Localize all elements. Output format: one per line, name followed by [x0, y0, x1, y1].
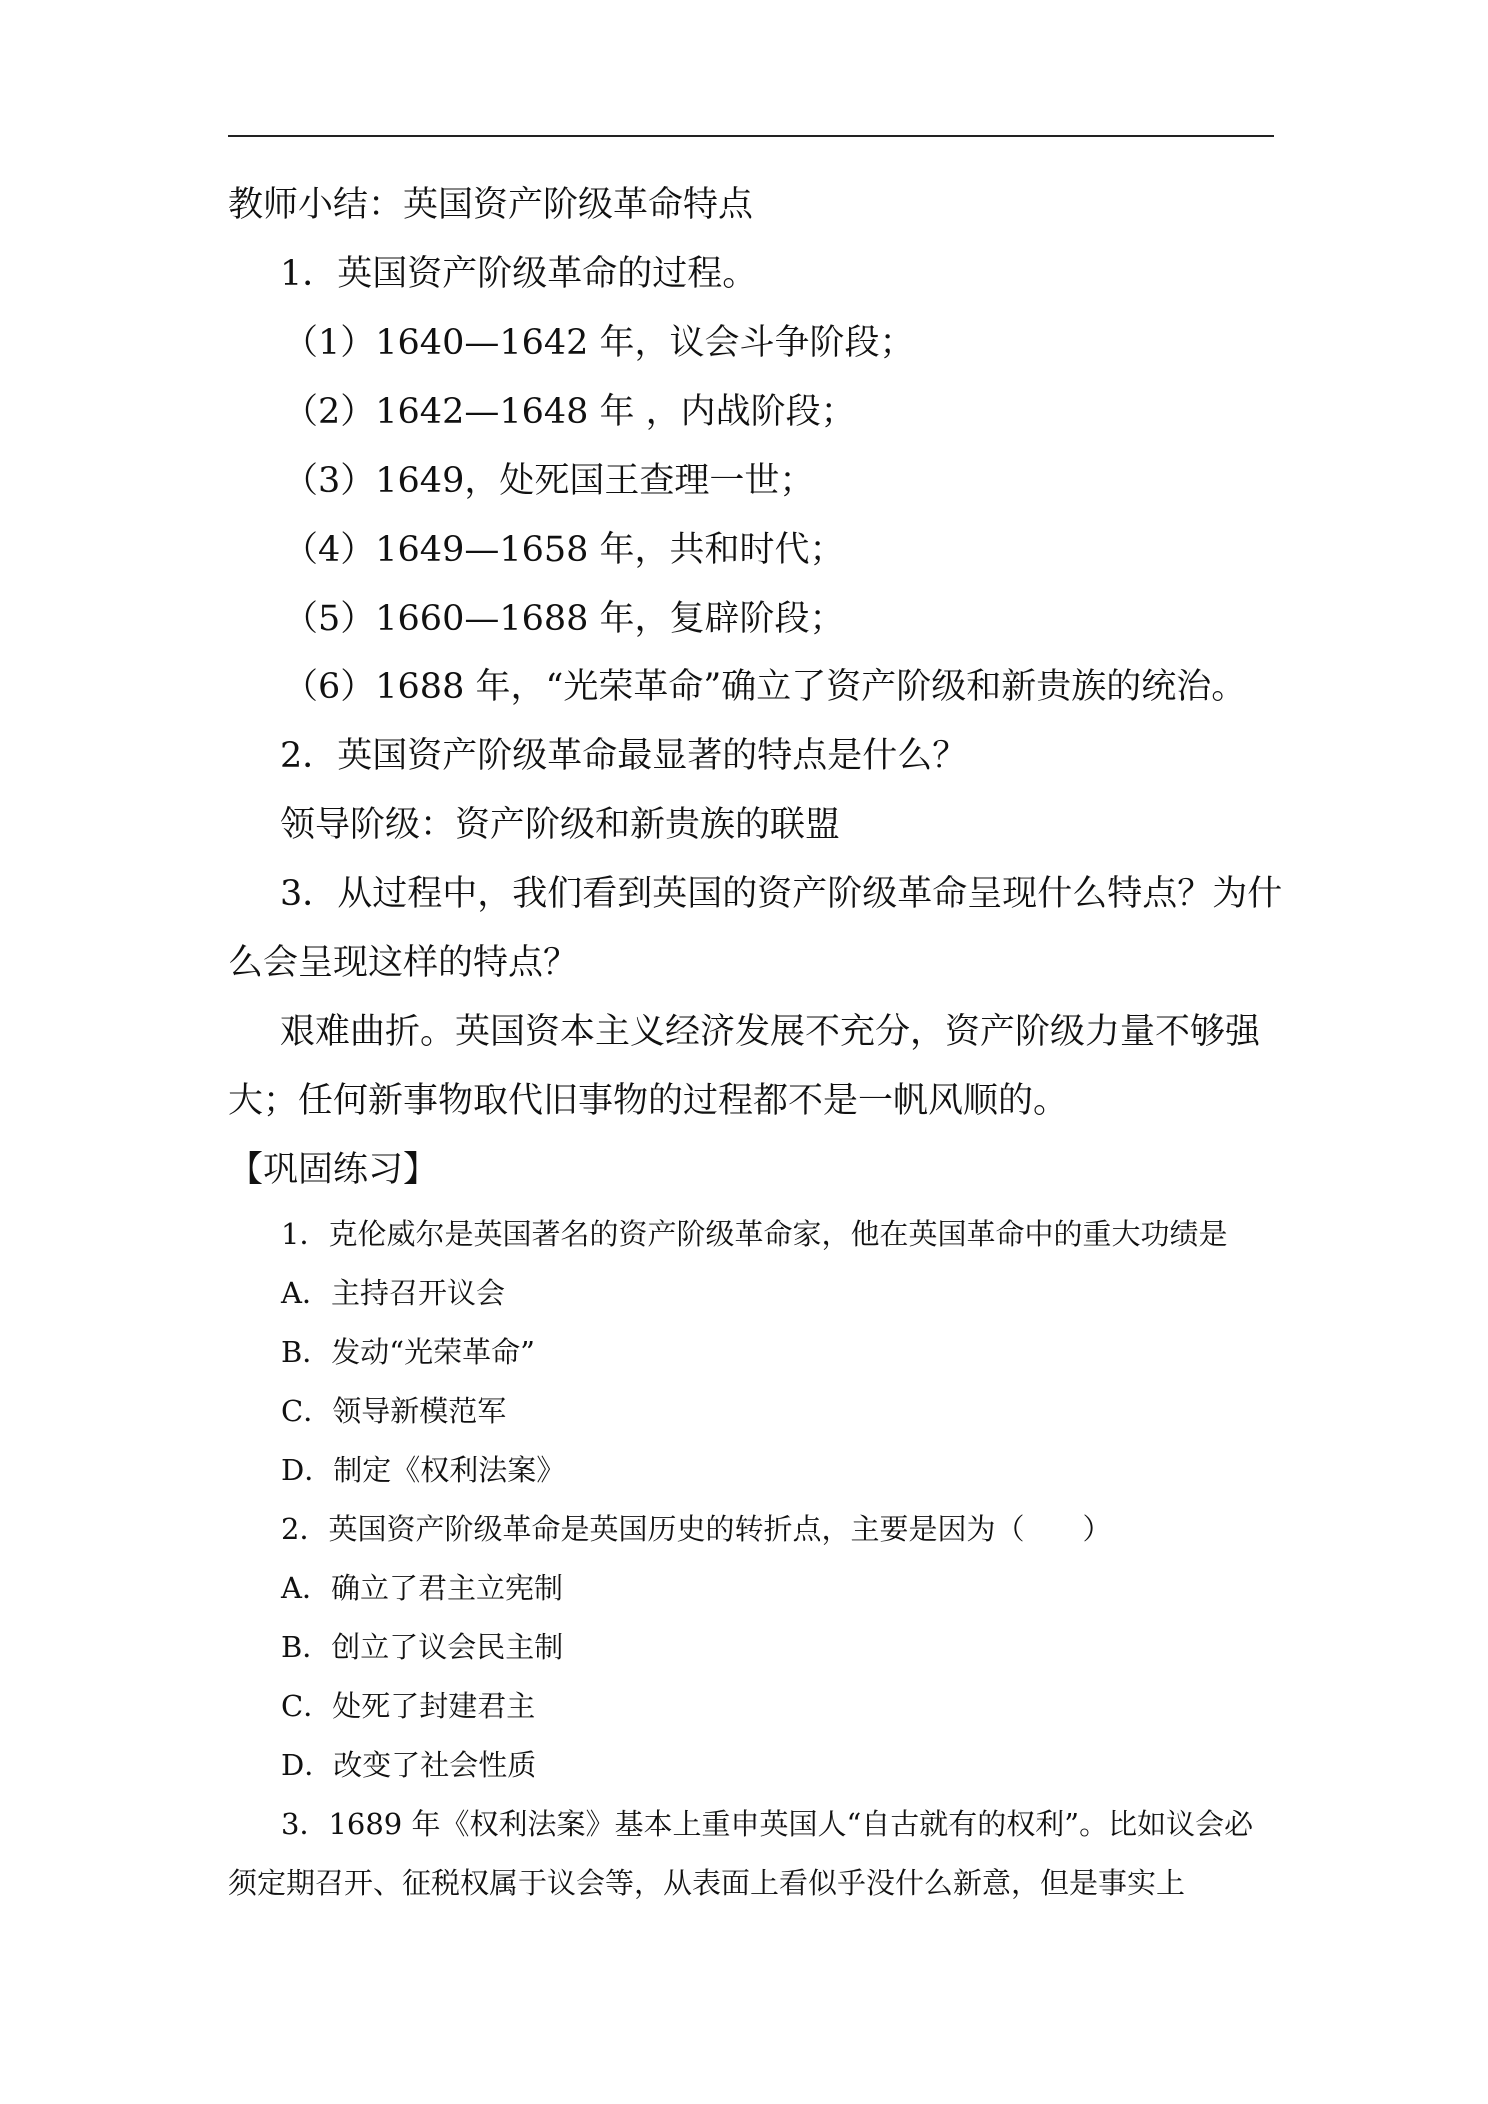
exercise-2-stem: 2．英国资产阶级革命是英国历史的转折点，主要是因为（ ） — [281, 1512, 1112, 1546]
exercise-1-option-c: C．领导新模范军 — [281, 1394, 507, 1428]
stage-1: （1）1640—1642 年，议会斗争阶段； — [283, 323, 915, 363]
stage-4: （4）1649—1658 年，共和时代； — [283, 530, 845, 570]
stage-6: （6）1688 年，“光荣革命”确立了资产阶级和新贵族的统治。 — [283, 667, 1247, 707]
exercise-1-option-a: A．主持召开议会 — [281, 1276, 505, 1310]
exercise-1-stem: 1．克伦威尔是英国著名的资产阶级革命家，他在英国革命中的重大功绩是 — [281, 1217, 1228, 1251]
exercise-1-option-d: D．制定《权利法案》 — [281, 1453, 566, 1487]
stage-2: （2）1642—1648 年 ，内战阶段； — [283, 392, 856, 432]
summary-answer-2: 领导阶级：资产阶级和新贵族的联盟 — [280, 805, 841, 845]
header-rule — [228, 135, 1274, 137]
exercise-2-option-a: A．确立了君主立宪制 — [281, 1571, 563, 1605]
stage-5: （5）1660—1688 年，复辟阶段； — [283, 599, 845, 639]
summary-title: 教师小结：英国资产阶级革命特点 — [228, 185, 754, 225]
summary-answer-3-line-2: 大；任何新事物取代旧事物的过程都不是一帆风顺的。 — [228, 1081, 1069, 1121]
exercise-3-line-1: 3．1689 年《权利法案》基本上重申英国人“自古就有的权利”。比如议会必 — [281, 1807, 1254, 1841]
exercise-2-option-b: B．创立了议会民主制 — [281, 1630, 564, 1664]
exercise-2-option-c: C．处死了封建君主 — [281, 1689, 536, 1723]
summary-question-2: 2．英国资产阶级革命最显著的特点是什么？ — [280, 736, 968, 776]
summary-question-3-line-1: 3．从过程中，我们看到英国的资产阶级革命呈现什么特点？为什 — [280, 874, 1283, 914]
stage-3: （3）1649，处死国王查理一世； — [283, 461, 815, 501]
summary-question-3-line-2: 么会呈现这样的特点？ — [228, 943, 579, 983]
exercise-2-option-d: D．改变了社会性质 — [281, 1748, 537, 1782]
summary-answer-3-line-1: 艰难曲折。英国资本主义经济发展不充分，资产阶级力量不够强 — [280, 1012, 1261, 1052]
exercise-3-line-2: 须定期召开、征税权属于议会等，从表面上看似乎没什么新意，但是事实上 — [228, 1866, 1186, 1900]
exercise-heading: 【巩固练习】 — [228, 1150, 439, 1190]
exercise-1-option-b: B．发动“光荣革命” — [281, 1335, 535, 1369]
summary-question-1: 1．英国资产阶级革命的过程。 — [280, 254, 758, 294]
